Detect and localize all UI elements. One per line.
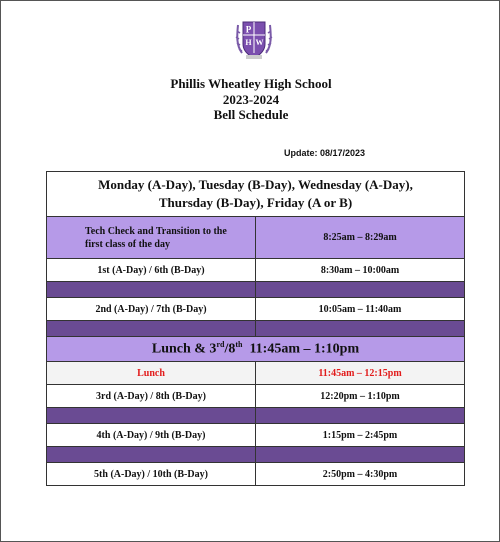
period-1-time: 8:30am – 10:00am <box>256 259 465 282</box>
document-title: Bell Schedule <box>213 107 289 122</box>
crest-letter-p: P <box>245 24 252 35</box>
days-line-1: Monday (A-Day), Tuesday (B-Day), Wednesday (A-Day), <box>98 177 413 192</box>
bell-schedule-table <box>46 171 465 486</box>
lunch-row <box>47 362 465 385</box>
period-5-time: 2:50pm – 4:30pm <box>256 463 465 486</box>
period-3-time: 12:20pm – 1:10pm <box>256 385 465 408</box>
period-4-label: 4th (A-Day) / 9th (B-Day) <box>47 424 256 447</box>
divider-band <box>47 321 465 337</box>
period-3-row <box>47 385 465 408</box>
lunch-header-time: 11:45am – 1:10pm <box>242 341 360 357</box>
school-crest-logo <box>234 19 274 61</box>
tech-check-label-line-1: Tech Check and Transition to the <box>85 225 227 237</box>
period-5-row <box>47 463 465 486</box>
tech-check-label <box>47 217 256 259</box>
divider-band <box>47 408 465 424</box>
lunch-header-sup-1: rd <box>216 340 225 350</box>
period-2-row <box>47 298 465 321</box>
divider-band <box>47 282 465 298</box>
period-1-label: 1st (A-Day) / 6th (B-Day) <box>47 259 256 282</box>
period-4-row <box>47 424 465 447</box>
lunch-header-sup-2: th <box>235 340 243 350</box>
lunch-label: Lunch <box>47 362 256 385</box>
tech-check-row <box>47 217 465 259</box>
days-line-2: Thursday (B-Day), Friday (A or B) <box>158 195 353 210</box>
update-date: Update: 08/17/2023 <box>284 148 366 158</box>
lunch-header-part-b: /8 <box>224 341 236 357</box>
lunch-header-cell <box>47 337 465 362</box>
school-year: 2023-2024 <box>222 91 280 107</box>
lunch-header-row <box>47 337 465 362</box>
header-titles <box>1 76 500 123</box>
divider-band <box>47 447 465 463</box>
period-4-time: 1:15pm – 2:45pm <box>256 424 465 447</box>
period-1-row <box>47 259 465 282</box>
tech-check-time: 8:25am – 8:29am <box>256 217 465 259</box>
days-header-row <box>47 172 465 217</box>
crest-letter-h: H <box>245 38 252 47</box>
period-5-label: 5th (A-Day) / 10th (B-Day) <box>47 463 256 486</box>
school-name: Phillis Wheatley High School <box>170 76 332 91</box>
period-2-time: 10:05am – 11:40am <box>256 298 465 321</box>
period-3-label: 3rd (A-Day) / 8th (B-Day) <box>47 385 256 408</box>
lunch-time: 11:45am – 12:15pm <box>256 362 465 385</box>
days-header-cell <box>47 172 465 217</box>
lunch-header-part-a: Lunch & 3 <box>151 341 217 357</box>
tech-check-label-line-2: first class of the day <box>85 238 170 250</box>
period-2-label: 2nd (A-Day) / 7th (B-Day) <box>47 298 256 321</box>
crest-letter-w: W <box>255 38 264 47</box>
